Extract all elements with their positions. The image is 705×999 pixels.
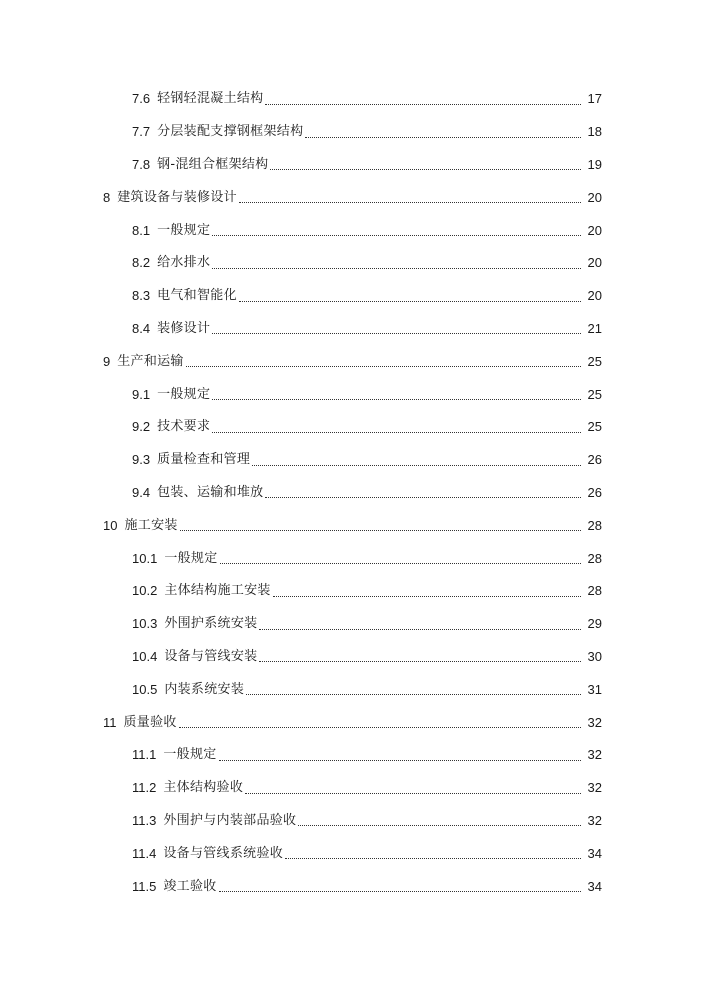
toc-entry[interactable]	[0, 805, 705, 838]
toc-entry-title: 轻钢轻混凝土结构	[157, 91, 264, 107]
toc-entry-page-number: 26	[587, 452, 602, 468]
toc-entry-number: 11.2	[132, 780, 157, 796]
dot-leader	[212, 219, 581, 236]
toc-entry[interactable]	[0, 247, 705, 280]
toc-entry-number: 8.4	[132, 320, 151, 336]
toc-entry-page-number: 20	[587, 255, 602, 271]
toc-entry[interactable]	[0, 444, 705, 477]
toc-entry-number: 10.1	[132, 550, 158, 566]
dot-leader	[212, 416, 581, 433]
toc-entry[interactable]	[0, 411, 705, 444]
toc-entry-title: 设备与管线系统验收	[163, 845, 284, 861]
toc-entry[interactable]	[0, 83, 705, 116]
dot-leader	[179, 711, 581, 728]
dot-leader	[239, 285, 581, 302]
toc-entry-title: 外围护与内装部品验收	[163, 812, 297, 828]
toc-entry-page-number: 29	[587, 616, 602, 632]
toc-entry-number: 11.4	[132, 845, 157, 861]
toc-entry-title: 内装系统安装	[164, 681, 245, 697]
toc-entry[interactable]	[0, 116, 705, 149]
dot-leader	[219, 875, 581, 892]
toc-entry-title: 一般规定	[157, 386, 211, 402]
toc-entry-page-number: 26	[587, 484, 602, 500]
toc-entry-number: 10.3	[132, 616, 158, 632]
toc-entry-title: 装修设计	[157, 320, 211, 336]
toc-entry-page-number: 30	[587, 648, 602, 664]
toc-entry-title: 给水排水	[157, 255, 211, 271]
toc-entry[interactable]	[0, 477, 705, 510]
dot-leader	[265, 88, 581, 105]
toc-entry-page-number: 25	[587, 386, 602, 402]
dot-leader	[219, 744, 581, 761]
toc-entry-title: 质量验收	[123, 714, 177, 730]
dot-leader	[252, 449, 581, 466]
toc-entry[interactable]	[0, 575, 705, 608]
toc-entry[interactable]	[0, 542, 705, 575]
dot-leader	[246, 678, 581, 695]
toc-entry-number: 7.7	[132, 124, 151, 140]
toc-entry-page-number: 18	[587, 124, 602, 140]
toc-entry-number: 9.3	[132, 452, 151, 468]
toc-entry-title: 设备与管线安装	[164, 648, 258, 664]
toc-entry-title: 主体结构验收	[163, 780, 244, 796]
toc-entry-title: 钢-混组合框架结构	[157, 156, 269, 172]
toc-entry-title: 质量检查和管理	[157, 452, 251, 468]
toc-entry-number: 11.3	[132, 812, 157, 828]
dot-leader	[298, 809, 581, 826]
dot-leader	[270, 153, 581, 170]
toc-entry-page-number: 20	[587, 288, 602, 304]
toc-entry-number: 8.2	[132, 255, 151, 271]
toc-entry-title: 技术要求	[157, 419, 211, 435]
toc-entry-page-number: 17	[587, 91, 602, 107]
toc-entry[interactable]	[0, 378, 705, 411]
toc-entry-page-number: 20	[587, 189, 602, 205]
toc-entry-title: 建筑设备与装修设计	[117, 189, 237, 205]
toc-entry-page-number: 32	[587, 812, 602, 828]
toc-entry[interactable]	[0, 345, 705, 378]
toc-entry-page-number: 32	[587, 780, 602, 796]
toc-entry-page-number: 19	[587, 156, 602, 172]
toc-entry-title: 主体结构施工安装	[164, 583, 271, 599]
toc-entry[interactable]	[0, 706, 705, 739]
dot-leader	[186, 350, 581, 367]
toc-entry-title: 包装、运输和堆放	[157, 484, 264, 500]
toc-entry-number: 10	[103, 517, 118, 533]
toc-entry[interactable]	[0, 149, 705, 182]
toc-entry-title: 一般规定	[157, 222, 211, 238]
toc-entry-page-number: 32	[587, 747, 602, 763]
toc-entry-title: 外围护系统安装	[164, 616, 258, 632]
toc-entry[interactable]	[0, 214, 705, 247]
toc-entry-number: 8.3	[132, 288, 151, 304]
toc-entry-page-number: 34	[587, 845, 602, 861]
dot-leader	[305, 121, 581, 138]
toc-entry-page-number: 32	[587, 714, 602, 730]
toc-entry-title: 生产和运输	[117, 353, 184, 369]
toc-entry-number: 9.1	[132, 386, 151, 402]
toc-entry[interactable]	[0, 509, 705, 542]
toc-entry-number: 7.6	[132, 91, 151, 107]
toc-entry-title: 施工安装	[124, 517, 178, 533]
toc-entry-number: 8.1	[132, 222, 151, 238]
dot-leader	[239, 186, 581, 203]
toc-entry-title: 电气和智能化	[157, 288, 237, 304]
toc-entry-number: 9	[103, 353, 111, 369]
dot-leader	[259, 613, 581, 630]
toc-entry[interactable]	[0, 280, 705, 313]
toc-entry[interactable]	[0, 313, 705, 346]
toc-entry-title: 竣工验收	[163, 878, 217, 894]
toc-entry[interactable]	[0, 641, 705, 674]
toc-entry-page-number: 21	[587, 320, 602, 336]
dot-leader	[180, 514, 581, 531]
dot-leader	[285, 842, 581, 859]
toc-entry[interactable]	[0, 772, 705, 805]
toc-entry-page-number: 20	[587, 222, 602, 238]
toc-entry-page-number: 28	[587, 583, 602, 599]
toc-entry-number: 9.4	[132, 484, 151, 500]
toc-entry[interactable]	[0, 837, 705, 870]
dot-leader	[220, 547, 581, 564]
toc-entry-number: 8	[103, 189, 111, 205]
toc-entry-page-number: 25	[587, 419, 602, 435]
toc-entry-number: 11	[103, 714, 117, 730]
dot-leader	[265, 481, 581, 498]
dot-leader	[259, 645, 581, 662]
toc-entry-page-number: 28	[587, 550, 602, 566]
toc-entry-number: 11.1	[132, 747, 157, 763]
toc-entry-number: 10.2	[132, 583, 158, 599]
dot-leader	[212, 317, 581, 334]
toc-entry-number: 10.5	[132, 681, 158, 697]
toc-entry-page-number: 28	[587, 517, 602, 533]
table-of-contents	[0, 83, 705, 903]
toc-entry[interactable]	[0, 673, 705, 706]
toc-entry-title: 分层装配支撑钢框架结构	[157, 124, 304, 140]
toc-entry-title: 一般规定	[163, 747, 217, 763]
toc-entry-title: 一般规定	[164, 550, 218, 566]
dot-leader	[212, 383, 581, 400]
toc-entry[interactable]	[0, 870, 705, 903]
toc-entry-number: 11.5	[132, 878, 157, 894]
dot-leader	[212, 252, 581, 269]
toc-entry-page-number: 31	[587, 681, 602, 697]
toc-entry-page-number: 25	[587, 353, 602, 369]
dot-leader	[245, 777, 581, 794]
toc-entry-number: 9.2	[132, 419, 151, 435]
dot-leader	[273, 580, 581, 597]
toc-entry[interactable]	[0, 739, 705, 772]
toc-entry[interactable]	[0, 608, 705, 641]
toc-entry-number: 7.8	[132, 156, 151, 172]
toc-entry-number: 10.4	[132, 648, 158, 664]
toc-entry-page-number: 34	[587, 878, 602, 894]
toc-entry[interactable]	[0, 181, 705, 214]
